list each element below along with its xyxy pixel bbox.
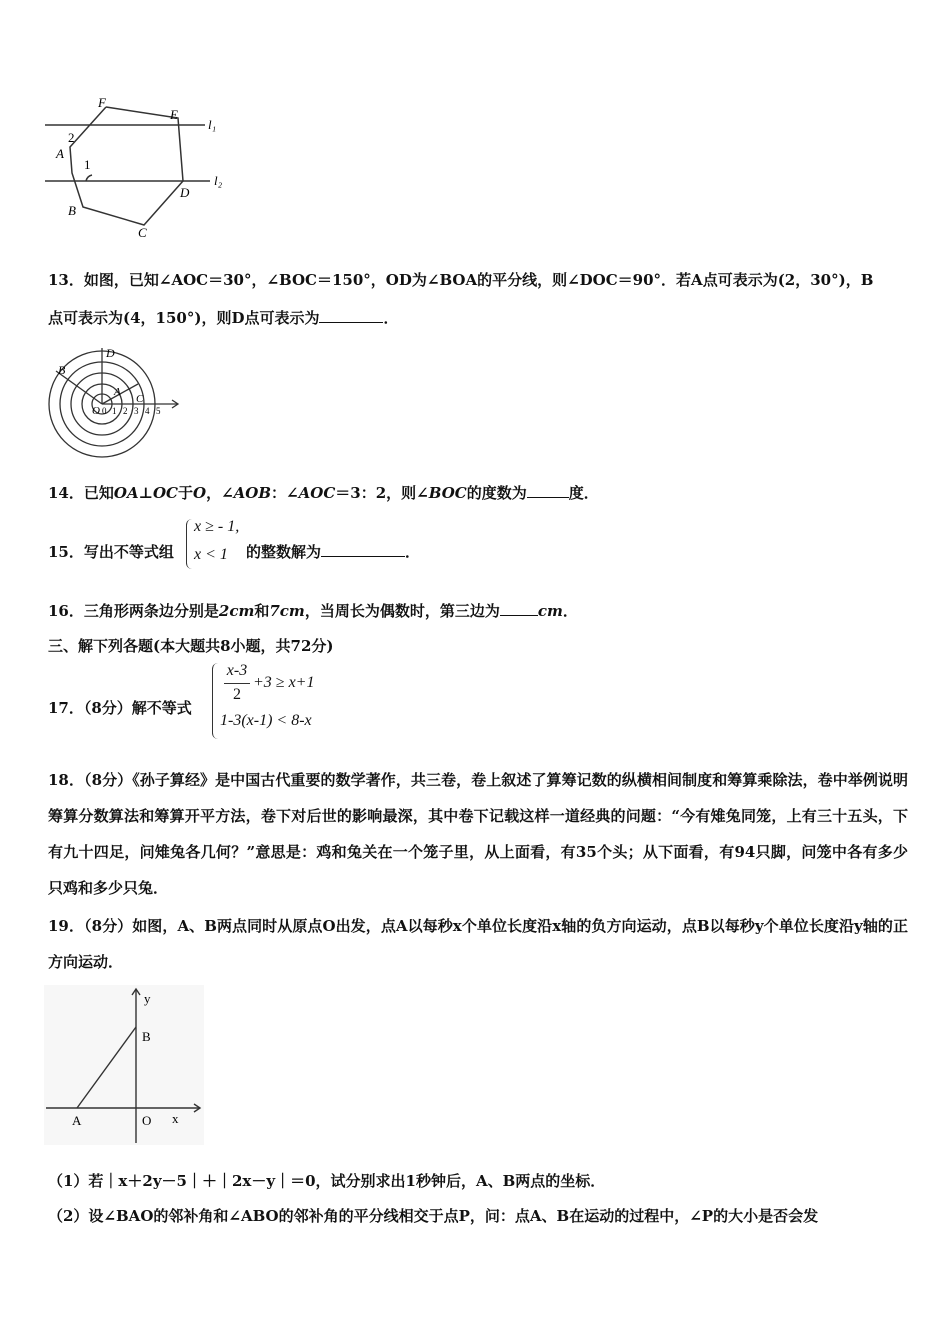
q15-eq2: x < 1 <box>194 546 228 563</box>
q17-label: 17．（8分）解不等式 <box>48 699 192 717</box>
origin-label-O: O <box>142 1113 152 1128</box>
q17-eq1-rest: +3 ≥ x+1 <box>253 674 315 691</box>
q14-text-5: ＝3：2，则∠ <box>335 484 429 502</box>
coordinate-axes-figure <box>44 985 204 1145</box>
tick-1: 1 <box>112 406 117 416</box>
q14-text: 14．已知 <box>48 484 114 502</box>
section-3-heading: 三、解下列各题(本大题共8小题，共72分) <box>48 637 334 655</box>
q18-text: 18．（8分）《孙子算经》是中国古代重要的数学著作，共三卷，卷上叙述了算筹记数的纵横相间制度和筹算乘除法，卷中举例说明筹算分数算法和筹算开平方法，卷下对后世的影响最深，其中卷下记载这样一道经典的问题：“今有雉兔同笼，上有三十五头，下有九十四足，问雉兔各几何？”意思是：鸡和兔关在一个笼子里，从上面看，有35个头；从下面看，有94只脚，问笼中各有多少只鸡和多少只兔． <box>48 771 908 897</box>
q19-part-2: （2）设∠BAO的邻补角和∠ABO的邻补角的平分线相交于点P，问：点A、B在运动的过程中，∠P的大小是否会发 <box>48 1207 819 1225</box>
q17-fraction-den: 2 <box>233 686 241 703</box>
label-D: D <box>180 185 190 200</box>
q17-eq2: 1-3(x-1) < 8-x <box>220 712 312 729</box>
q15-rest <box>246 542 420 562</box>
q15-text: 15．写出不等式组 <box>48 543 174 561</box>
angle-label-2: 2 <box>68 130 75 145</box>
axis-label-x: x <box>172 1111 179 1126</box>
label-l2: l₂ <box>214 173 223 188</box>
q14-text-6: 的度数为 <box>466 484 527 502</box>
tick-5: 5 <box>156 406 161 416</box>
label-A: A <box>56 146 64 161</box>
label-B: B <box>68 203 76 218</box>
q19-text: 19．（8分）如图，A、B两点同时从原点O出发，点A以每秒x个单位长度沿x轴的负方向运动，点B以每秒y个单位长度沿y轴的正方向运动． <box>48 917 908 971</box>
q16-text-2: 和 <box>254 602 270 620</box>
tick-2: 2 <box>123 406 128 416</box>
q14-boc: BOC <box>428 484 467 502</box>
q15-end: ． <box>405 543 421 561</box>
q15-eq1: x ≥ - 1, <box>194 518 240 535</box>
q16-side-1: 2cm <box>218 602 255 620</box>
tick-3: 3 <box>134 406 139 416</box>
q15-text-2: 的整数解为 <box>246 543 322 561</box>
axis-label-y: y <box>144 991 151 1006</box>
q13-answer-blank[interactable] <box>319 308 383 323</box>
q16-text: 16．三角形两条边分别是 <box>48 602 219 620</box>
q14-answer-blank[interactable] <box>527 483 569 498</box>
q13-line2 <box>48 308 398 328</box>
polar-coordinate-figure <box>40 340 190 465</box>
polar-label-C: C <box>136 393 144 405</box>
label-C: C <box>138 225 147 240</box>
q13-line1: 13．如图，已知∠AOC＝30°，∠BOC＝150°，OD为∠BOA的平分线，则∠DOC＝90°．若A点可表示为(2，30°)，B <box>48 271 874 289</box>
q14-aob: AOB <box>233 484 272 502</box>
tick-4: 4 <box>145 406 150 416</box>
q14-text-4: ：∠ <box>271 484 299 502</box>
angle-label-1: 1 <box>84 157 91 172</box>
hexagon-parallel-lines-figure <box>40 95 240 245</box>
polar-label-O: O <box>92 405 100 417</box>
label-F: F <box>98 95 106 110</box>
q14-unit: 度． <box>568 484 599 502</box>
q16-end: ． <box>562 602 578 620</box>
q13-end: ． <box>383 309 399 327</box>
q16-side-2: 7cm <box>269 602 305 620</box>
q15-answer-blank[interactable] <box>321 542 405 557</box>
polar-label-B: B <box>58 363 66 377</box>
label-l1: l₁ <box>208 117 217 132</box>
q14 <box>48 483 599 503</box>
q16 <box>48 601 578 621</box>
q19-part-1: （1）若｜x＋2y－5｜＋｜2x－y｜＝0，试分别求出1秒钟后，A、B两点的坐标． <box>48 1172 606 1190</box>
q16-text-3: ，当周长为偶数时，第三边为 <box>304 602 500 620</box>
q14-text-3: ，∠ <box>206 484 234 502</box>
q15-brace <box>186 519 193 569</box>
q16-answer-blank[interactable] <box>500 601 538 616</box>
q17-brace <box>212 663 219 739</box>
q14-aoc: AOC <box>298 484 336 502</box>
label-E: E <box>170 107 178 122</box>
q17-fraction-bar <box>224 683 250 684</box>
q14-o: O <box>193 484 207 502</box>
q16-unit: cm <box>537 602 563 620</box>
point-label-A: A <box>72 1113 82 1128</box>
q14-perp: OA⊥OC <box>113 484 178 502</box>
point-label-B: B <box>142 1029 151 1044</box>
polar-label-A: A <box>114 386 121 398</box>
q14-text-2: 于 <box>177 484 193 502</box>
tick-0: 0 <box>102 406 107 416</box>
polar-label-D: D <box>106 346 115 360</box>
q13-text: 点可表示为(4，150°)，则D点可表示为 <box>48 309 320 327</box>
q17-fraction-num: x-3 <box>226 662 248 679</box>
